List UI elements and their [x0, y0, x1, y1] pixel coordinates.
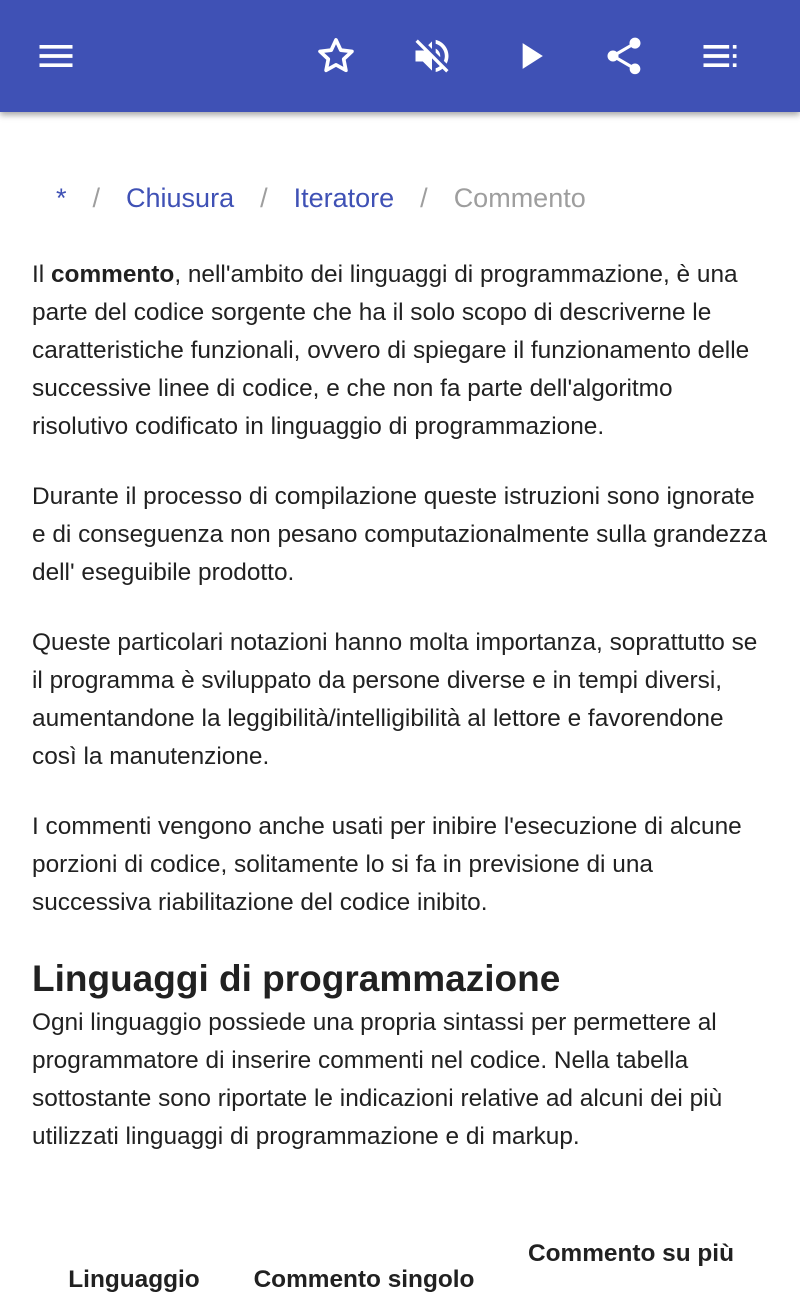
paragraph-importance: Queste particolari notazioni hanno molta importanza, soprattutto se il programma è sviluppato da persone diverse e in tempi diversi, aumentandone la leggibilità/intelligibilità al lettore e favorendone così la manutenzione. [32, 629, 758, 770]
intro-rest: , nell'ambito dei linguaggi di programmazione, è una parte del codice sorgente che ha il solo scopo di descriverne le caratteristiche funzionali, ovvero di spiegare il funzionamento delle successive linee di codice, e che non fa parte dell'algoritmo risolutivo codificato in linguaggio di programmazione. [32, 261, 750, 440]
breadcrumb-separator: / [260, 183, 268, 213]
breadcrumb-separator: / [92, 183, 101, 213]
app-bar [0, 0, 800, 112]
playlist-icon [698, 34, 742, 78]
menu-icon [34, 34, 78, 78]
contents-button[interactable] [692, 28, 748, 84]
favorite-button[interactable] [308, 28, 364, 84]
breadcrumb-current: Commento [453, 183, 586, 213]
breadcrumb-item-chiusura[interactable]: Chiusura [126, 183, 235, 213]
table-header-language: Linguaggio [68, 1266, 200, 1293]
mute-button[interactable] [404, 28, 460, 84]
section-paragraph: Ogni linguaggio possiede una propria sintassi per permettere al programmatore di inserire commenti nel codice. Nella tabella sottostante sono riportate le indicazioni relative ad alcuni dei più utilizzati linguaggi di programmazione e di markup. [32, 1009, 723, 1150]
paragraph-compilation: Durante il processo di compilazione queste istruzioni sono ignorate e di conseguenza non pesano computazionalmente sulla grandezza dell' eseguibile prodotto. [32, 483, 767, 586]
article-content [32, 256, 772, 1188]
section-title: Linguaggi di programmazione [32, 958, 561, 999]
comparison-table-header [32, 1236, 772, 1296]
menu-button[interactable] [28, 28, 84, 84]
volume-off-icon [410, 34, 454, 78]
intro-paragraph [32, 256, 772, 446]
play-icon [508, 34, 552, 78]
paragraph-inhibit: I commenti vengono anche usati per inibire l'esecuzione di alcune porzioni di codice, solitamente lo si fa in previsione di una successiva riabilitazione del codice inibito. [32, 813, 742, 916]
intro-prefix: Il [32, 261, 51, 288]
share-icon [602, 34, 646, 78]
table-header-single-comment: Commento singolo [253, 1266, 475, 1293]
table-header-multi-comment: Commento su più [528, 1240, 734, 1267]
intro-term: commento [50, 261, 175, 288]
breadcrumb-item-home[interactable]: * [56, 183, 67, 213]
share-button[interactable] [596, 28, 652, 84]
star-outline-icon [314, 34, 358, 78]
breadcrumb-separator: / [420, 183, 428, 213]
breadcrumb-item-iteratore[interactable]: Iteratore [293, 183, 395, 213]
play-button[interactable] [502, 28, 558, 84]
breadcrumb [56, 178, 586, 218]
